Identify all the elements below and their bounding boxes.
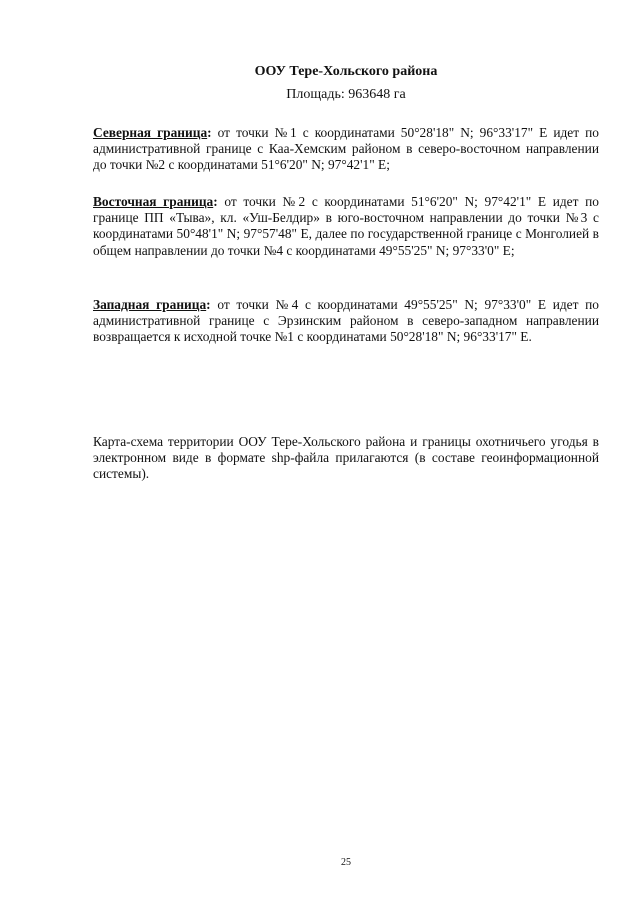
east-border-paragraph	[93, 194, 599, 259]
document-title: ООУ Тере-Хольского района	[254, 64, 438, 79]
north-border-colon: :	[207, 125, 212, 140]
east-border-colon: :	[213, 194, 218, 209]
east-border-text: от точки №2 с координатами 51°6'20" N; 97°42'1" E идет по границе ПП «Тыва», кл. «Уш-Белдир» в юго-восточном направлении до точки №3 с координатами 50°48'1" N; 97°57'48" E, далее по государственной границе с Монголией в общем направлении до точки №4 с координатами 49°55'25" N; 97°33'0" E;	[93, 194, 599, 258]
east-border-label: Восточная граница	[93, 194, 214, 209]
west-border-label: Западная граница	[93, 297, 207, 312]
north-border-label: Северная граница	[93, 125, 208, 140]
document-page	[93, 0, 599, 905]
north-border-paragraph	[93, 125, 599, 174]
page-number: 25	[341, 857, 351, 868]
north-border-text: от точки №1 с координатами 50°28'18" N; 96°33'17" E идет по административной границе с Каа-Хемским районом в северо-восточном направлении до точки №2 с координатами 51°6'20" N; 97°42'1" E;	[93, 125, 599, 173]
west-border-paragraph	[93, 297, 599, 346]
area-line: Площадь: 963648 га	[286, 87, 406, 102]
west-border-text: от точки №4 с координатами 49°55'25" N; 97°33'0" E идет по административной границе с Эрзинским районом в северо-западном направлении возвращается к исходной точке №1 с координатами 50°28'18" N; 96°33'17" E.	[93, 297, 599, 345]
map-note-paragraph: Карта-схема территории ООУ Тере-Хольского района и границы охотничьего угодья в электронном виде в формате shp-файла прилагаются (в составе геоинформационной системы).	[93, 434, 599, 482]
west-border-colon: :	[206, 297, 211, 312]
